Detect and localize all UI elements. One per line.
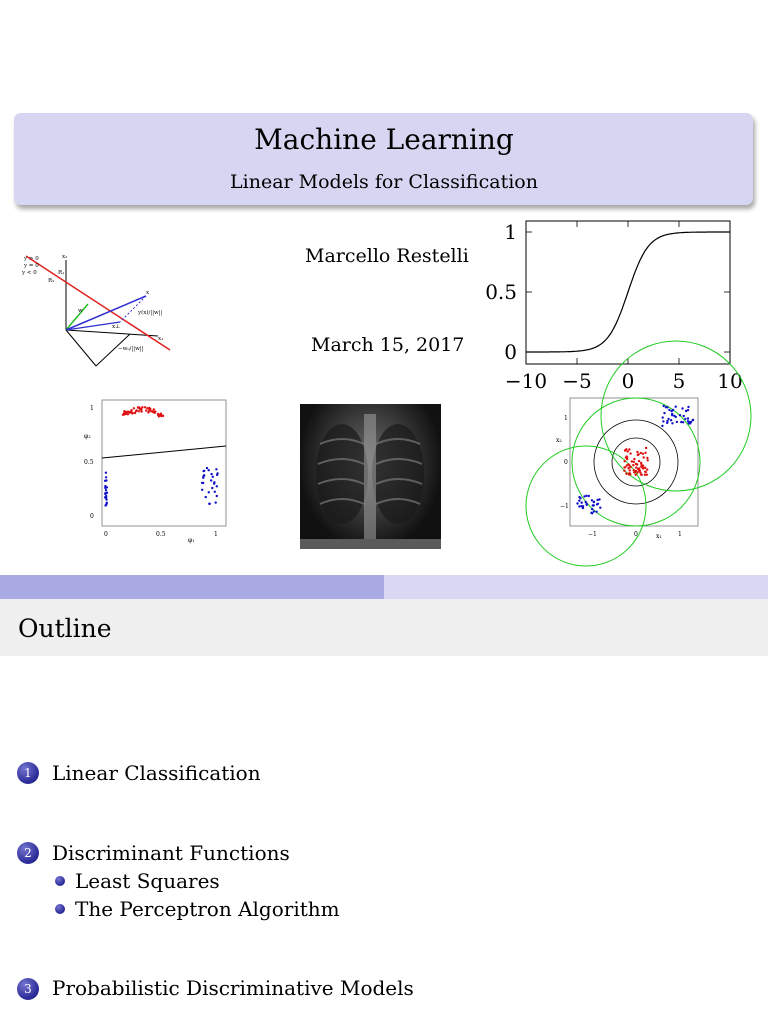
scatter-point [145, 409, 147, 411]
scatter-point [640, 452, 642, 454]
scatter-point [105, 495, 107, 497]
section-number-3: 3 [17, 978, 39, 1000]
left-x-tick-0-5: 0.5 [156, 531, 166, 538]
scatter-point [126, 411, 128, 413]
scatter-point [133, 407, 135, 409]
scatter-point [138, 410, 140, 412]
scatter-point [208, 469, 210, 471]
left-y-tick-0: 0 [90, 513, 94, 520]
right-x-tick-0: 0 [634, 531, 638, 538]
scatter-point [624, 466, 626, 468]
scatter-point [676, 421, 678, 423]
scatter-point [640, 474, 642, 476]
scatter-point [687, 406, 689, 408]
scatter-point [216, 485, 218, 487]
scatter-point [684, 418, 686, 420]
scatter-point [624, 449, 626, 451]
scatter-point [633, 458, 635, 460]
section-number-2: 2 [17, 842, 39, 864]
y-tick-0-5: 0.5 [485, 280, 517, 304]
scatter-point [105, 498, 107, 500]
scatter-point [638, 460, 640, 462]
scatter-point [137, 406, 139, 408]
scatter-point [578, 505, 580, 507]
scatter-point [666, 422, 668, 424]
scatter-point [671, 414, 673, 416]
x-tick-10: 10 [717, 369, 743, 393]
scatter-point [663, 405, 665, 407]
scatter-point [210, 479, 212, 481]
scatter-point [671, 422, 673, 424]
scatter-point [629, 473, 631, 475]
scatter-point [211, 487, 213, 489]
right-ylabel: x₂ [556, 437, 562, 444]
scatter-point [208, 491, 210, 493]
scatter-point [629, 452, 631, 454]
y-tick-0: 0 [504, 340, 517, 364]
scatter-point [215, 501, 217, 503]
scatter-point [148, 408, 150, 410]
scatter-point [625, 473, 627, 475]
scatter-point [104, 485, 106, 487]
scatter-point [105, 479, 107, 481]
scatter-point [598, 498, 600, 500]
slide-subtitle: Linear Models for Classification [230, 171, 538, 193]
sigmoid-curve [526, 232, 730, 352]
scatter-point [644, 452, 646, 454]
scatter-point [105, 503, 107, 505]
scatter-point [125, 413, 127, 415]
scatter-point [154, 412, 156, 414]
x-tick-minus-5: −5 [562, 369, 592, 393]
label-x: x [146, 290, 150, 296]
scatter-point [687, 420, 689, 422]
scatter-point [580, 505, 582, 507]
scatter-point [636, 463, 638, 465]
scatter-point [583, 495, 585, 497]
scatter-point [647, 459, 649, 461]
scatter-point [661, 425, 663, 427]
scatter-point [632, 464, 634, 466]
black-circle-inner [612, 438, 660, 486]
scatter-point [629, 469, 631, 471]
section-3-label: Probabilistic Discriminative Models [52, 976, 414, 1000]
chest-xray-image [300, 404, 441, 549]
scatter-point [628, 448, 630, 450]
scatter-point [201, 489, 203, 491]
scatter-point [591, 512, 593, 514]
scatter-point [215, 468, 217, 470]
subitem-perceptron: The Perceptron Algorithm [75, 897, 340, 921]
scatter-point [104, 493, 106, 495]
scatter-point [633, 469, 635, 471]
scatter-point [645, 447, 647, 449]
scatter-point [679, 414, 681, 416]
author-name: Marcello Restelli [305, 245, 469, 267]
scatter-point [593, 510, 595, 512]
scatter-point [599, 507, 601, 509]
presentation-date: March 15, 2017 [311, 334, 465, 356]
scatter-point [597, 503, 599, 505]
scatter-point [675, 406, 677, 408]
label-region-1: R₁ [58, 270, 65, 276]
x-tick-minus-10: −10 [504, 369, 548, 393]
scatter-point [670, 419, 672, 421]
green-circle-1 [572, 398, 700, 526]
scatter-point [645, 471, 647, 473]
label-x-perp: x⊥ [112, 324, 121, 330]
scatter-point [636, 451, 638, 453]
scatter-point [687, 417, 689, 419]
left-xlabel: φ₁ [188, 537, 195, 544]
scatter-point [633, 471, 635, 473]
scatter-point [681, 407, 683, 409]
scatter-left-frame [102, 400, 226, 526]
left-y-tick-0-5: 0.5 [84, 459, 94, 466]
scatter-point [591, 499, 593, 501]
x-tick-5: 5 [672, 369, 686, 393]
label-x2: x₂ [62, 254, 68, 260]
scatter-point [683, 415, 685, 417]
scatter-point [644, 474, 646, 476]
scatter-point [673, 415, 675, 417]
scatter-point [627, 450, 629, 452]
label-x1: x₁ [158, 336, 164, 342]
scatter-point [688, 422, 690, 424]
sigmoid-chart [0, 0, 768, 400]
slide-title: Machine Learning [254, 123, 514, 156]
scatter-point [213, 483, 215, 485]
label-y-negative: y < 0 [22, 270, 37, 276]
y-tick-1: 1 [504, 220, 517, 244]
left-y-tick-1: 1 [90, 405, 94, 412]
label-offset: −w₀/||w|| [118, 346, 144, 352]
section-2-label: Discriminant Functions [52, 841, 290, 865]
scatter-point [123, 410, 125, 412]
scatter-point [642, 467, 644, 469]
x-tick-0: 0 [621, 369, 635, 393]
scatter-point [668, 409, 670, 411]
scatter-point [662, 416, 664, 418]
scatter-point [628, 464, 630, 466]
scatter-point [623, 470, 625, 472]
scatter-point [576, 502, 578, 504]
scatter-point [130, 409, 132, 411]
scatter-point [203, 470, 205, 472]
scatter-point [209, 503, 211, 505]
input-space-scatter [556, 396, 706, 546]
scatter-point [663, 412, 665, 414]
scatter-point [141, 406, 143, 408]
scatter-point [210, 473, 212, 475]
scatter-point [581, 502, 583, 504]
subitem-bullet-icon [55, 904, 65, 914]
spine [364, 414, 376, 549]
scatter-point [591, 508, 593, 510]
right-xlabel: x₁ [656, 533, 662, 540]
scatter-point [667, 418, 669, 420]
scatter-point [682, 421, 684, 423]
subitem-least-squares: Least Squares [75, 869, 220, 893]
scatter-point [646, 468, 648, 470]
black-circle-outer [594, 420, 678, 504]
scatter-point [206, 467, 208, 469]
section-1-label: Linear Classification [52, 761, 261, 785]
label-y-positive: y > 0 [24, 256, 39, 262]
left-ylabel: φ₂ [84, 433, 91, 440]
scatter-point [205, 496, 207, 498]
scatter-point [153, 408, 155, 410]
section-number-1: 1 [17, 762, 39, 784]
header-band-left [0, 575, 384, 599]
right-y-tick-minus-1: −1 [560, 503, 569, 510]
scatter-point [627, 467, 629, 469]
scatter-point [637, 454, 639, 456]
linear-boundary [102, 446, 226, 458]
scatter-point [578, 496, 580, 498]
scatter-point [643, 456, 645, 458]
scatter-point [635, 474, 637, 476]
scatter-point [662, 420, 664, 422]
scatter-point [585, 501, 587, 503]
header-band-right [384, 575, 768, 599]
scatter-point [631, 460, 633, 462]
outline-heading: Outline [18, 614, 112, 643]
scatter-point [635, 466, 637, 468]
scatter-point [202, 475, 204, 477]
feature-space-scatter [84, 398, 234, 558]
scatter-point [626, 456, 628, 458]
scatter-point [588, 495, 590, 497]
scatter-point [593, 504, 595, 506]
label-distance: y(x)/||w|| [138, 310, 163, 316]
scatter-point [105, 472, 107, 474]
scatter-point [212, 476, 214, 478]
scatter-point [216, 495, 218, 497]
outline-title-bar [0, 599, 768, 656]
scatter-point [595, 511, 597, 513]
scatter-point [665, 406, 667, 408]
image-bottom-strip [300, 539, 441, 549]
scatter-point [692, 419, 694, 421]
scatter-point [135, 410, 137, 412]
scatter-point [144, 406, 146, 408]
left-x-tick-1: 1 [214, 531, 218, 538]
right-y-tick-0: 0 [564, 459, 568, 466]
right-x-tick-minus-1: −1 [588, 531, 597, 538]
scatter-point [639, 469, 641, 471]
scatter-point [687, 409, 689, 411]
scatter-point [624, 460, 626, 462]
right-x-tick-1: 1 [678, 531, 682, 538]
scatter-point [122, 414, 124, 416]
scatter-point [593, 501, 595, 503]
scatter-point [642, 453, 644, 455]
label-w: w [78, 308, 83, 314]
scatter-point [578, 500, 580, 502]
scatter-point [147, 411, 149, 413]
scatter-point [131, 411, 133, 413]
left-x-tick-0: 0 [104, 531, 108, 538]
scatter-point [201, 482, 203, 484]
scatter-point [105, 489, 107, 491]
label-y-zero: y = 0 [24, 263, 39, 269]
scatter-point [670, 410, 672, 412]
scatter-point [646, 457, 648, 459]
scatter-point [633, 461, 635, 463]
scatter-point [159, 414, 161, 416]
scatter-point [640, 464, 642, 466]
scatter-point [214, 491, 216, 493]
scatter-point [105, 476, 107, 478]
scatter-point [216, 472, 218, 474]
subitem-bullet-icon [55, 876, 65, 886]
label-region-2: R₂ [48, 278, 55, 284]
right-y-tick-1: 1 [564, 415, 568, 422]
